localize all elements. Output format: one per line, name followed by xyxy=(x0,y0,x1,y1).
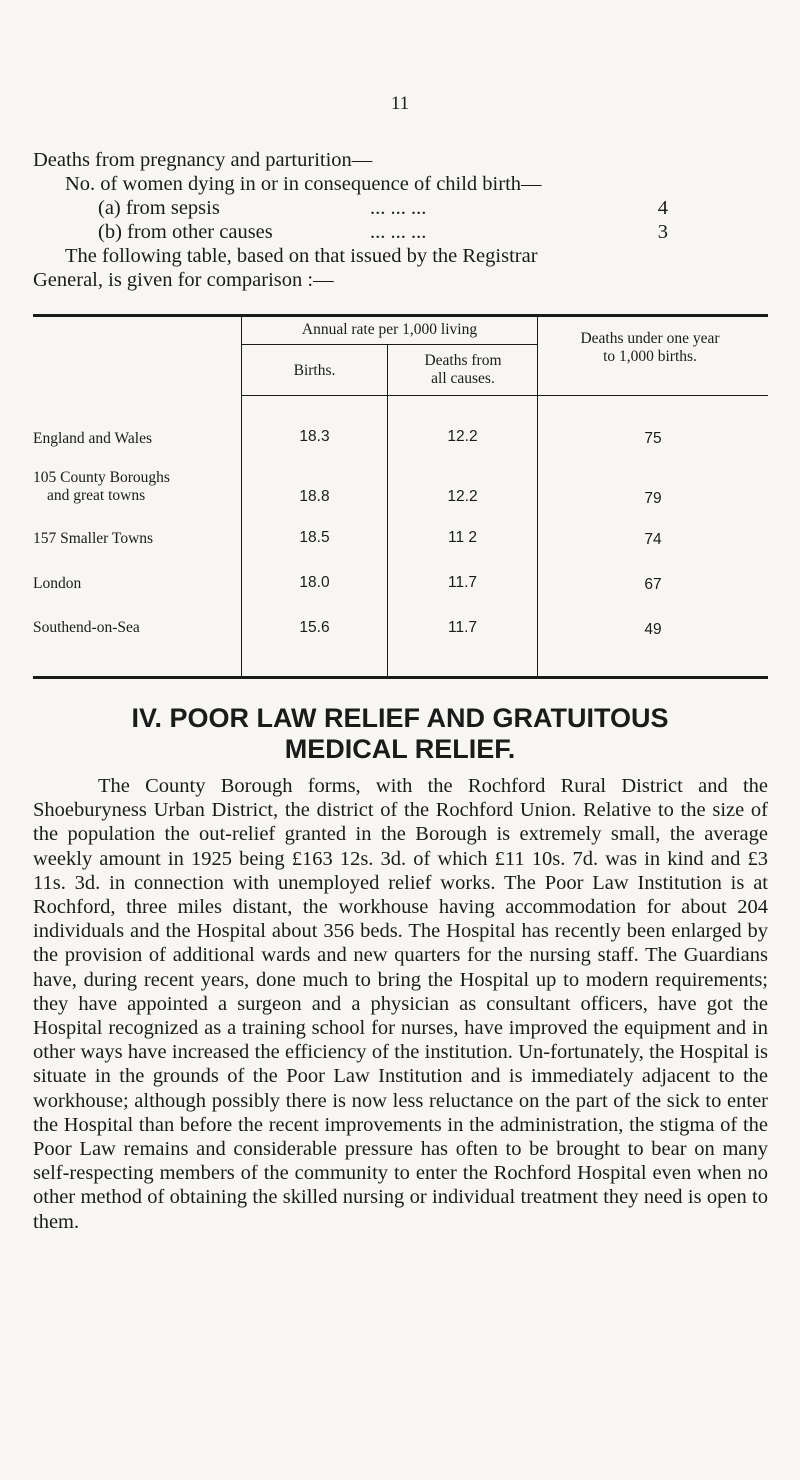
infant-deaths-value: 49 xyxy=(644,621,662,638)
row-label: England and Wales xyxy=(33,430,152,447)
infant-deaths-value: 74 xyxy=(644,531,662,548)
table-intro: The following table, based on that issued by the Registrar xyxy=(65,245,538,267)
header-rule xyxy=(538,395,768,396)
row-label: Southend-on-Sea xyxy=(33,619,140,636)
deaths-value: 11.7 xyxy=(447,574,478,591)
births-value: 18.0 xyxy=(299,574,330,591)
pregnancy-row-label: (a) from sepsis xyxy=(98,197,220,219)
page-number: 11 xyxy=(390,93,410,114)
deaths-value: 11.7 xyxy=(447,619,478,636)
comparison-table xyxy=(0,0,800,700)
births-value: 18.8 xyxy=(299,488,330,505)
leader-dots: ... ... ... xyxy=(370,197,427,219)
row-label: 105 County Boroughs xyxy=(33,469,170,486)
deaths-value: 12.2 xyxy=(447,428,478,445)
row-label: 157 Smaller Towns xyxy=(33,530,154,547)
table-top-rule xyxy=(33,314,768,317)
header-rule xyxy=(242,344,537,345)
leader-dots: ... ... ... xyxy=(370,221,427,243)
header-deaths-all-causes: Deaths from all causes. xyxy=(424,352,502,387)
infant-deaths-value: 67 xyxy=(644,576,662,593)
row-label: London xyxy=(33,575,82,592)
births-value: 15.6 xyxy=(299,619,330,636)
table-intro: General, is given for comparison :— xyxy=(33,269,334,291)
deaths-value: 12.2 xyxy=(447,488,478,505)
table-bottom-rule xyxy=(33,676,768,679)
header-births: Births. xyxy=(293,362,336,379)
deaths-value: 11 2 xyxy=(447,529,478,546)
section-body: The County Borough forms, with the Rochford Rural District and the Shoeburyness Urban District, the district of the Rochford Union. Relative to the size of the population the out-relief granted in the Borough is extremely small, the average weekly amount in 1925 being £163 12s. 3d. of which £11 10s. 7d. was in kind and £3 11s. 3d. in connection with unemployed relief works. The Poor Law Institution is at Rochford, three miles distant, the workhouse having accommodation for about 204 individuals and the Hospital about 356 beds. The Hospital has recently been enlarged by the provision of additional wards and new quarters for the nursing staff. The Guardians have, during recent years, done much to bring the Hospital up to modern requirements; they have appointed a surgeon and a physician as consultant officers, have got the Hospital recognized as a training school for nurses, have improved the equipment and in other ways have increased the efficiency of the institution. Un-fortunately, the Hospital is situate in the grounds of the Poor Law Institution and is immediately adjacent to the workhouse; although possibly there is now less reluctance on the part of the sick to enter the Hospital than before the recent improvements in the administration, the stigma of the Poor Law remains and considerable pressure has often to be brought to bear on many self-respecting members of the community to enter the Rochford Hospital even when no other method of obtaining the skilled nursing or individual treatment they need is open to them. xyxy=(33,775,768,1233)
births-value: 18.5 xyxy=(299,529,330,546)
section-title: MEDICAL RELIEF. xyxy=(284,734,516,764)
row-label: and great towns xyxy=(47,487,146,504)
section-title: IV. POOR LAW RELIEF AND GRATUITOUS xyxy=(131,703,669,733)
pregnancy-subheading: No. of women dying in or in consequence of child birth— xyxy=(65,173,542,195)
pregnancy-heading: Deaths from pregnancy and parturition— xyxy=(33,149,373,171)
births-value: 18.3 xyxy=(299,428,330,445)
infant-deaths-value: 79 xyxy=(644,490,662,507)
infant-deaths-value: 75 xyxy=(644,430,662,447)
header-annual-rate: Annual rate per 1,000 living xyxy=(301,321,478,338)
pregnancy-row-value: 3 xyxy=(657,221,668,243)
header-infant-deaths: Deaths under one year to 1,000 births. xyxy=(580,330,720,365)
pregnancy-row-value: 4 xyxy=(657,197,668,219)
header-rule xyxy=(242,395,537,396)
pregnancy-row-label: (b) from other causes xyxy=(98,221,273,243)
